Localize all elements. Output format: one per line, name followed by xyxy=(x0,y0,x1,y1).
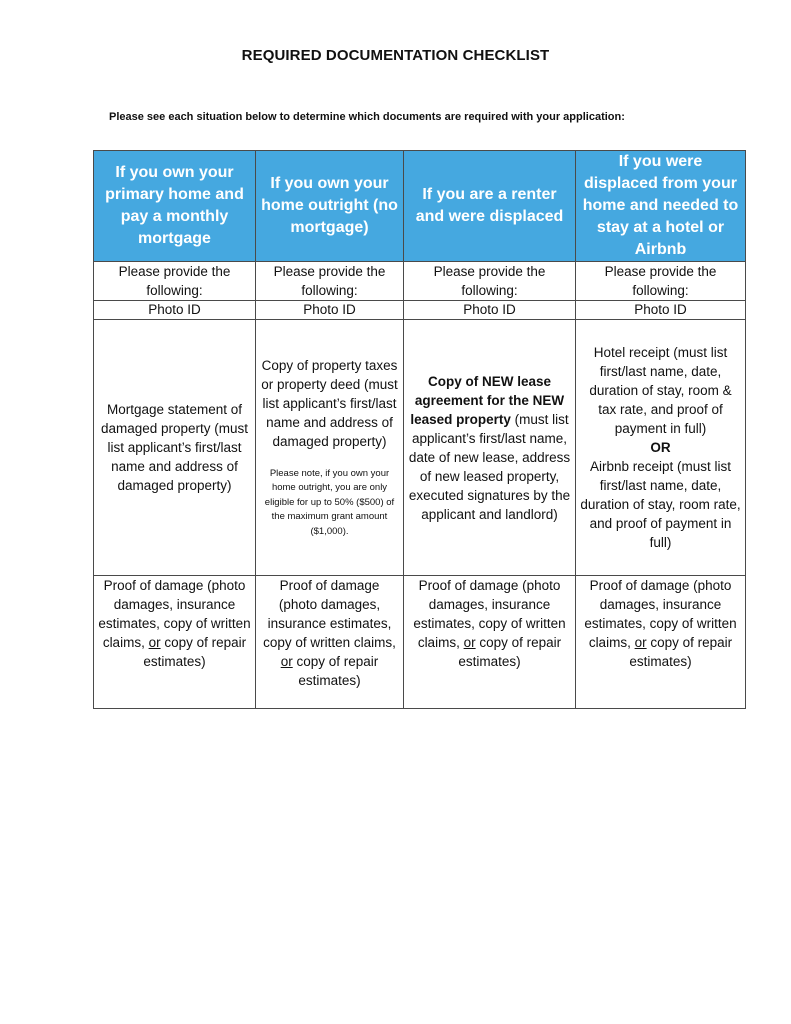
photo-id-cell: Photo ID xyxy=(576,301,746,320)
provide-cell: Please provide the following: xyxy=(576,262,746,301)
or-separator: OR xyxy=(650,440,671,455)
proof-text: Proof of damage (photo damages, insurance estimates, copy of written claims, xyxy=(98,578,251,650)
proof-or: or xyxy=(634,635,647,650)
header-hotel-airbnb: If you were displaced from your home and needed to stay at a hotel or Airbnb xyxy=(576,151,746,262)
photo-id-row xyxy=(94,301,746,320)
proof-text-end: copy of repair estimates) xyxy=(296,654,379,688)
proof-cell xyxy=(256,576,404,709)
renter-lease-details: (must list applicant’s first/last name, date of new lease, address of new leased property, executed signatures by the applicant and landlord) xyxy=(408,411,571,522)
provide-cell: Please provide the following: xyxy=(94,262,256,301)
proof-text-end: copy of repair estimates) xyxy=(143,635,247,669)
hotel-receipt-text: Hotel receipt (must list first/last name, date, duration of stay, room & tax rate, and proof of payment in full) xyxy=(589,345,732,436)
proof-cell xyxy=(94,576,256,709)
proof-text: Proof of damage (photo damages, insurance estimates, copy of written claims, xyxy=(584,578,737,650)
proof-text: Proof of damage (photo damages, insurance estimates, copy of written claims, xyxy=(413,578,566,650)
proof-of-damage-row xyxy=(94,576,746,709)
mortgage-docs-cell: Mortgage statement of damaged property (must list applicant’s first/last name and address of damaged property) xyxy=(94,320,256,576)
provide-cell: Please provide the following: xyxy=(256,262,404,301)
provide-row xyxy=(94,262,746,301)
intro-text: Please see each situation below to determine which documents are required with your application: xyxy=(109,111,625,123)
outright-docs-text: Copy of property taxes or property deed (must list applicant’s first/last name and address of damaged property) xyxy=(261,357,398,449)
proof-cell xyxy=(404,576,576,709)
outright-docs-cell xyxy=(256,320,404,576)
photo-id-cell: Photo ID xyxy=(256,301,404,320)
outright-eligibility-note: Please note, if you own your home outright, you are only eligible for up to 50% ($500) of the maximum grant amount ($1,000). xyxy=(264,467,395,537)
hotel-docs-cell xyxy=(576,320,746,576)
proof-text: Proof of damage (photo damages, insurance estimates, copy of written claims, xyxy=(263,578,396,650)
renter-lease-heading: Copy of NEW lease agreement for the NEW leased property xyxy=(410,373,565,427)
renter-docs-cell xyxy=(404,320,576,576)
header-row xyxy=(94,151,746,262)
header-outright: If you own your home outright (no mortgage) xyxy=(256,151,404,262)
proof-cell xyxy=(576,576,746,709)
header-renter: If you are a renter and were displaced xyxy=(404,151,576,262)
proof-or: or xyxy=(280,654,293,669)
proof-text-end: copy of repair estimates) xyxy=(458,635,562,669)
checklist-table xyxy=(93,150,746,709)
proof-or: or xyxy=(463,635,476,650)
provide-cell: Please provide the following: xyxy=(404,262,576,301)
proof-or: or xyxy=(148,635,161,650)
proof-text-end: copy of repair estimates) xyxy=(629,635,733,669)
photo-id-cell: Photo ID xyxy=(94,301,256,320)
documents-row xyxy=(94,320,746,576)
photo-id-cell: Photo ID xyxy=(404,301,576,320)
header-mortgage: If you own your primary home and pay a monthly mortgage xyxy=(94,151,256,262)
page-title: REQUIRED DOCUMENTATION CHECKLIST xyxy=(241,47,550,64)
airbnb-receipt-text: Airbnb receipt (must list first/last name, date, duration of stay, room rate, and proof of payment in full) xyxy=(580,459,741,550)
